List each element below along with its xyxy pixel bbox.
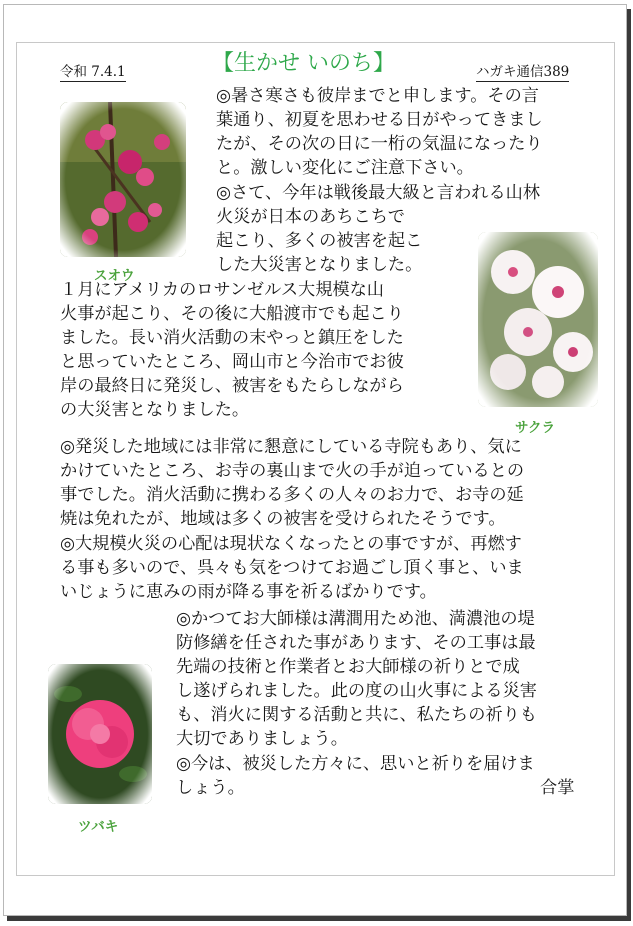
text-line: 火事が起こり、その後に大船渡市でも起こり xyxy=(60,304,404,324)
tsubaki-photo xyxy=(48,664,152,804)
text-line: 起こり、多くの被害を起こ xyxy=(216,231,423,251)
text-line: 事でした。消火活動に携わる多くの人々のお力で、お寺の延 xyxy=(60,485,524,505)
closing-signature: 合掌 xyxy=(540,778,575,798)
tsubaki-caption: ツバキ xyxy=(78,819,119,835)
text-line: る事も多いので、呉々も気をつけてお過ごし頂く事と、いま xyxy=(60,558,524,578)
text-line: ◎今は、被災した方々に、思いと祈りを届けま xyxy=(176,754,535,774)
sakura-photo xyxy=(478,232,598,407)
text-line: の大災害となりました。 xyxy=(60,400,250,420)
page-title: 【生かせ いのち】 xyxy=(212,51,395,76)
text-line: 葉通り、初夏を思わせる日がやってきまし xyxy=(216,110,543,130)
text-line: ◎かつてお大師様は溝澗用ため池、満濃池の堤 xyxy=(176,609,535,629)
text-line: ◎大規模火災の心配は現状なくなったとの事ですが、再燃す xyxy=(60,534,522,554)
text-line: した大災害となりました。 xyxy=(216,255,423,275)
text-line: 先端の技術と作業者とお大師様の祈りとで成 xyxy=(176,657,520,677)
text-line: も、消火に関する活動と共に、私たちの祈りも xyxy=(176,705,537,725)
text-line: １月にアメリカのロサンゼルス大規模な山 xyxy=(60,280,384,300)
text-line: かけていたところ、お寺の裏山まで火の手が迫っているとの xyxy=(60,461,525,481)
text-line: 防修繕を任された事があります、その工事は最 xyxy=(176,633,536,653)
suou-photo xyxy=(60,102,186,257)
text-line: ◎暑さ寒さも彼岸までと申します。その言 xyxy=(216,86,539,106)
text-line: 火災が日本のあちこちで xyxy=(216,207,405,227)
text-line: ◎発災した地域には非常に懇意にしている寺院もあり、気に xyxy=(60,437,522,457)
text-line: しょう。 xyxy=(176,778,245,798)
text-line: 岸の最終日に発災し、被害をもたらしながら xyxy=(60,376,404,396)
text-line: いじょうに恵みの雨が降る事を祈るばかりです。 xyxy=(60,582,437,602)
suou-caption: スオウ xyxy=(94,268,135,284)
issue-date: 令和 7.4.1 xyxy=(60,60,126,82)
sakura-caption: サクラ xyxy=(515,420,555,436)
text-line: し遂げられました。此の度の山火事による災害 xyxy=(176,681,537,701)
series-number: ハガキ通信389 xyxy=(476,60,569,82)
text-line: と。激しい変化にご注意下さい。 xyxy=(216,158,474,178)
text-line: と思っていたところ、岡山市と今治市でお彼 xyxy=(60,352,404,372)
text-line: ◎さて、今年は戦後最大級と言われる山林 xyxy=(216,183,541,203)
text-line: ました。長い消火活動の末やっと鎮圧をした xyxy=(60,328,404,348)
text-line: 大切でありましょう。 xyxy=(176,729,348,749)
text-line: たが、その次の日に一桁の気温になったり xyxy=(216,134,543,154)
text-line: 焼は免れたが、地域は多くの被害を受けられたそうです。 xyxy=(60,509,506,529)
